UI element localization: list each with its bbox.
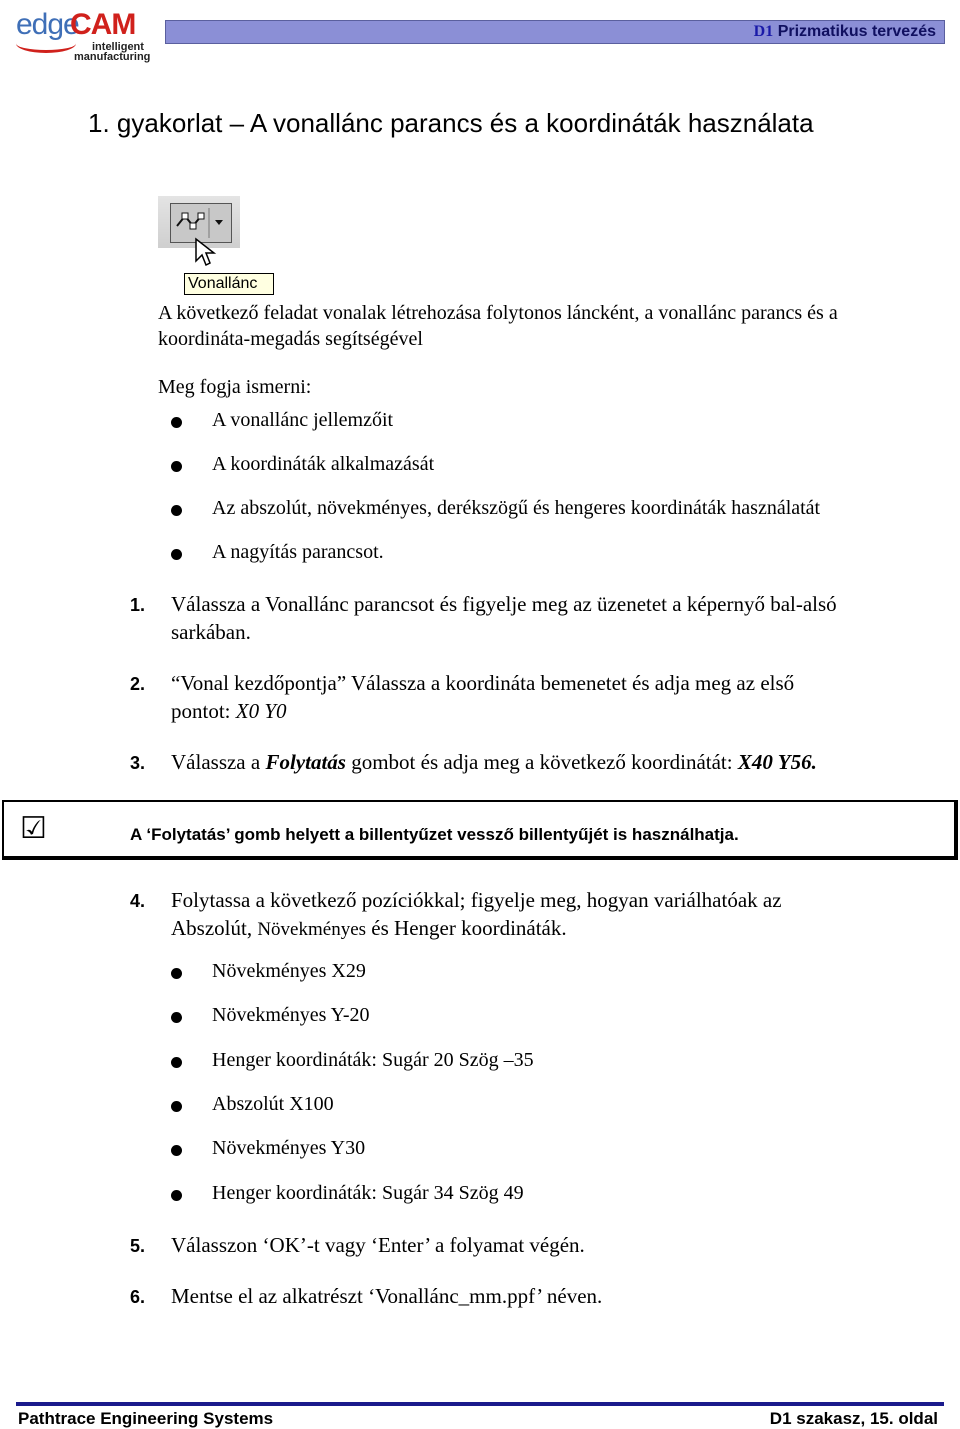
position-item: Növekményes Y-20 (212, 1004, 370, 1026)
bullet-dot (171, 505, 182, 516)
mouse-cursor-icon (194, 237, 218, 271)
edgecam-logo (14, 8, 151, 63)
learn-item: Az abszolút, növekményes, derékszögű és hengeres koordináták használatát (212, 497, 821, 519)
tip-text: A ‘Folytatás’ gomb helyett a billentyűzet vessző billentyűjét is használhatja. (130, 825, 739, 844)
step-5-text: Válasszon ‘OK’-t vagy ‘Enter’ a folyamat végén. (171, 1233, 585, 1257)
position-item: Növekményes Y30 (212, 1137, 366, 1159)
bullet-dot (171, 1057, 182, 1068)
position-item: Henger koordináták: Sugár 34 Szög 49 (212, 1182, 524, 1204)
section-code: D1 (753, 23, 774, 40)
logo-tagline-2: manufacturing (74, 51, 151, 63)
page-title: 1. gyakorlat – A vonallánc parancs és a koordináták használata (88, 108, 814, 138)
step-1-line-2: sarkában. (171, 620, 251, 644)
bullet-dot (171, 968, 182, 979)
step-4-text (171, 886, 941, 944)
toolbar-screenshot (158, 195, 276, 297)
logo-tagline-1: intelligent (92, 41, 144, 53)
step-2-coordinates: X0 Y0 (235, 699, 287, 723)
step-3-text (171, 748, 941, 776)
step-number: 4. (130, 891, 146, 911)
step-number: 3. (130, 753, 146, 773)
section-title: Prizmatikus tervezés (777, 23, 936, 40)
footer-rule (16, 1402, 944, 1406)
tooltip-vonallanc: Vonallánc (184, 273, 274, 295)
step-1-line-1: Válassza a Vonallánc parancsot és figyelje meg az üzenetet a képernyő bal-alsó (171, 592, 837, 616)
step-3-folytatas: Folytatás (265, 750, 346, 774)
bullet-dot (171, 1190, 182, 1201)
step-4-part: Abszolút, (171, 916, 258, 940)
header-bar (165, 20, 945, 44)
step-number: 6. (130, 1287, 146, 1307)
bullet-dot (171, 1101, 182, 1112)
bullet-dot (171, 1012, 182, 1023)
step-1-text (171, 590, 941, 646)
step-4-line-1: Folytassa a következő pozíciókkal; figyelje meg, hogyan variálhatóak az (171, 888, 782, 912)
learn-heading: Meg fogja ismerni: (158, 376, 312, 398)
logo-edge-text: edge (16, 8, 79, 41)
step-4-part: Növekményes (257, 919, 367, 940)
bullet-dot (171, 1145, 182, 1156)
step-number: 1. (130, 595, 146, 615)
bullet-dot (171, 417, 182, 428)
step-2-line-1: “Vonal kezdőpontja” Válassza a koordináta bemenetet és adja meg az első (171, 671, 795, 695)
position-item: Henger koordináták: Sugár 20 Szög –35 (212, 1049, 534, 1071)
intro-line-1: A következő feladat vonalak létrehozása folytonos láncként, a vonallánc parancs és a (158, 302, 838, 324)
logo-cam-text: CAM (70, 8, 136, 41)
step-3-coordinates: X40 Y56. (737, 750, 817, 774)
footer-page-number: D1 szakasz, 15. oldal (769, 1409, 938, 1428)
bullet-dot (171, 461, 182, 472)
step-number: 2. (130, 674, 146, 694)
position-item: Növekményes X29 (212, 960, 366, 982)
footer-company: Pathtrace Engineering Systems (18, 1409, 274, 1428)
checkbox-icon: ☑ (20, 812, 47, 845)
step-4-part: és Henger koordináták. (366, 916, 567, 940)
step-3-part: gombot és adja meg a következő koordinátát: (345, 750, 738, 774)
step-2-line-2: pontot: (171, 699, 236, 723)
step-3-part: Válassza a (171, 750, 266, 774)
bullet-dot (171, 549, 182, 560)
step-number: 5. (130, 1236, 146, 1256)
tip-box (2, 800, 958, 860)
step-6-text: Mentse el az alkatrészt ‘Vonallánc_mm.ppf’ néven. (171, 1284, 603, 1308)
position-item: Abszolút X100 (212, 1093, 334, 1115)
intro-text (158, 300, 948, 352)
learn-item: A nagyítás parancsot. (212, 541, 384, 563)
learn-item: A vonallánc jellemzőit (212, 409, 394, 431)
intro-line-2: koordináta-megadás segítségével (158, 328, 423, 350)
logo-swoosh (16, 34, 76, 53)
step-2-text (171, 669, 941, 725)
learn-item: A koordináták alkalmazását (212, 453, 435, 475)
